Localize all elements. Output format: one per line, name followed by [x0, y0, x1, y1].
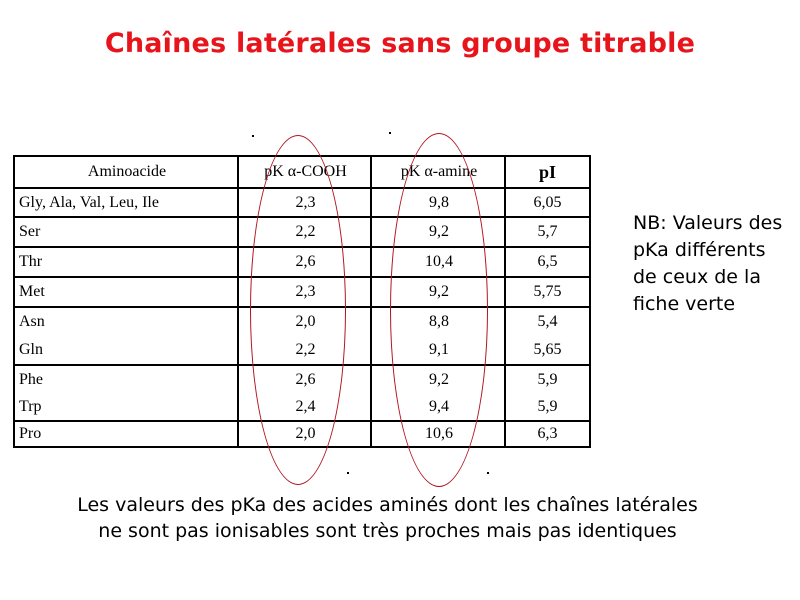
highlight-ellipse-amine — [390, 133, 488, 487]
header-pk-amine: pK α-amine — [400, 163, 478, 180]
aminoacid-name: Gln — [19, 341, 43, 358]
pk-amine-value: 9,4 — [429, 398, 449, 415]
dot-mark — [347, 472, 349, 474]
pi-value: 5,9 — [537, 398, 558, 415]
pk-amine-value: 9,2 — [429, 283, 449, 300]
pk-cooh-value: 2,0 — [295, 425, 316, 442]
pk-cooh-value: 2,2 — [295, 223, 316, 240]
pk-cooh-value: 2,2 — [295, 341, 316, 358]
dot-mark — [487, 472, 489, 474]
aminoacid-name: Asn — [19, 313, 45, 330]
highlight-ellipse-cooh — [250, 135, 346, 485]
pi-value: 6,3 — [537, 425, 558, 442]
pk-cooh-value: 2,0 — [295, 313, 316, 330]
header-aminoacide: Aminoacide — [87, 163, 167, 180]
aminoacid-name: Thr — [19, 253, 43, 270]
pk-amine-value: 9,8 — [429, 193, 449, 211]
footer-line-1: Les valeurs des pKa des acides aminés dont les chaînes latérales — [77, 494, 698, 516]
pi-value: 5,4 — [537, 313, 558, 330]
pk-amine-value: 9,2 — [429, 371, 449, 388]
dot-mark — [252, 135, 254, 137]
pk-cooh-value: 2,4 — [295, 398, 316, 415]
aminoacid-name: Ser — [19, 223, 41, 240]
pk-cooh-value: 2,3 — [295, 283, 316, 300]
pk-amine-value: 10,6 — [425, 425, 453, 442]
pk-cooh-value: 2,6 — [295, 253, 316, 270]
pi-value: 5,9 — [537, 371, 558, 388]
dot-mark — [389, 132, 391, 134]
pk-amine-value: 9,2 — [429, 223, 449, 240]
footer-text — [0, 492, 775, 544]
pk-amine-value: 8,8 — [429, 313, 449, 330]
pi-value: 5,75 — [533, 283, 562, 300]
pi-value: 6,5 — [537, 253, 558, 270]
pi-value: 6,05 — [533, 193, 562, 211]
aminoacid-name: Gly, Ala, Val, Leu, Ile — [19, 193, 159, 211]
pi-value: 5,65 — [533, 341, 562, 358]
pk-cooh-value: 2,6 — [295, 371, 316, 388]
aminoacid-name: Met — [19, 283, 45, 300]
aminoacid-name: Trp — [19, 398, 42, 415]
aminoacid-name: Pro — [19, 425, 42, 442]
pi-value: 5,7 — [537, 223, 558, 240]
pk-amine-value: 10,4 — [425, 253, 453, 270]
aminoacid-name: Phe — [19, 371, 43, 388]
pk-amine-value: 9,1 — [429, 341, 449, 358]
pk-cooh-value: 2,3 — [295, 193, 316, 211]
slide-title: Chaînes latérales sans groupe titrable — [104, 28, 696, 59]
header-pk-cooh: pK α-COOH — [264, 163, 347, 180]
footer-line-2: ne sont pas ionisables sont très proches mais pas identiques — [98, 520, 677, 542]
header-pi: pI — [538, 161, 556, 182]
side-note: NB: Valeurs des pKa différents de ceux de la fiche verte — [633, 212, 783, 315]
